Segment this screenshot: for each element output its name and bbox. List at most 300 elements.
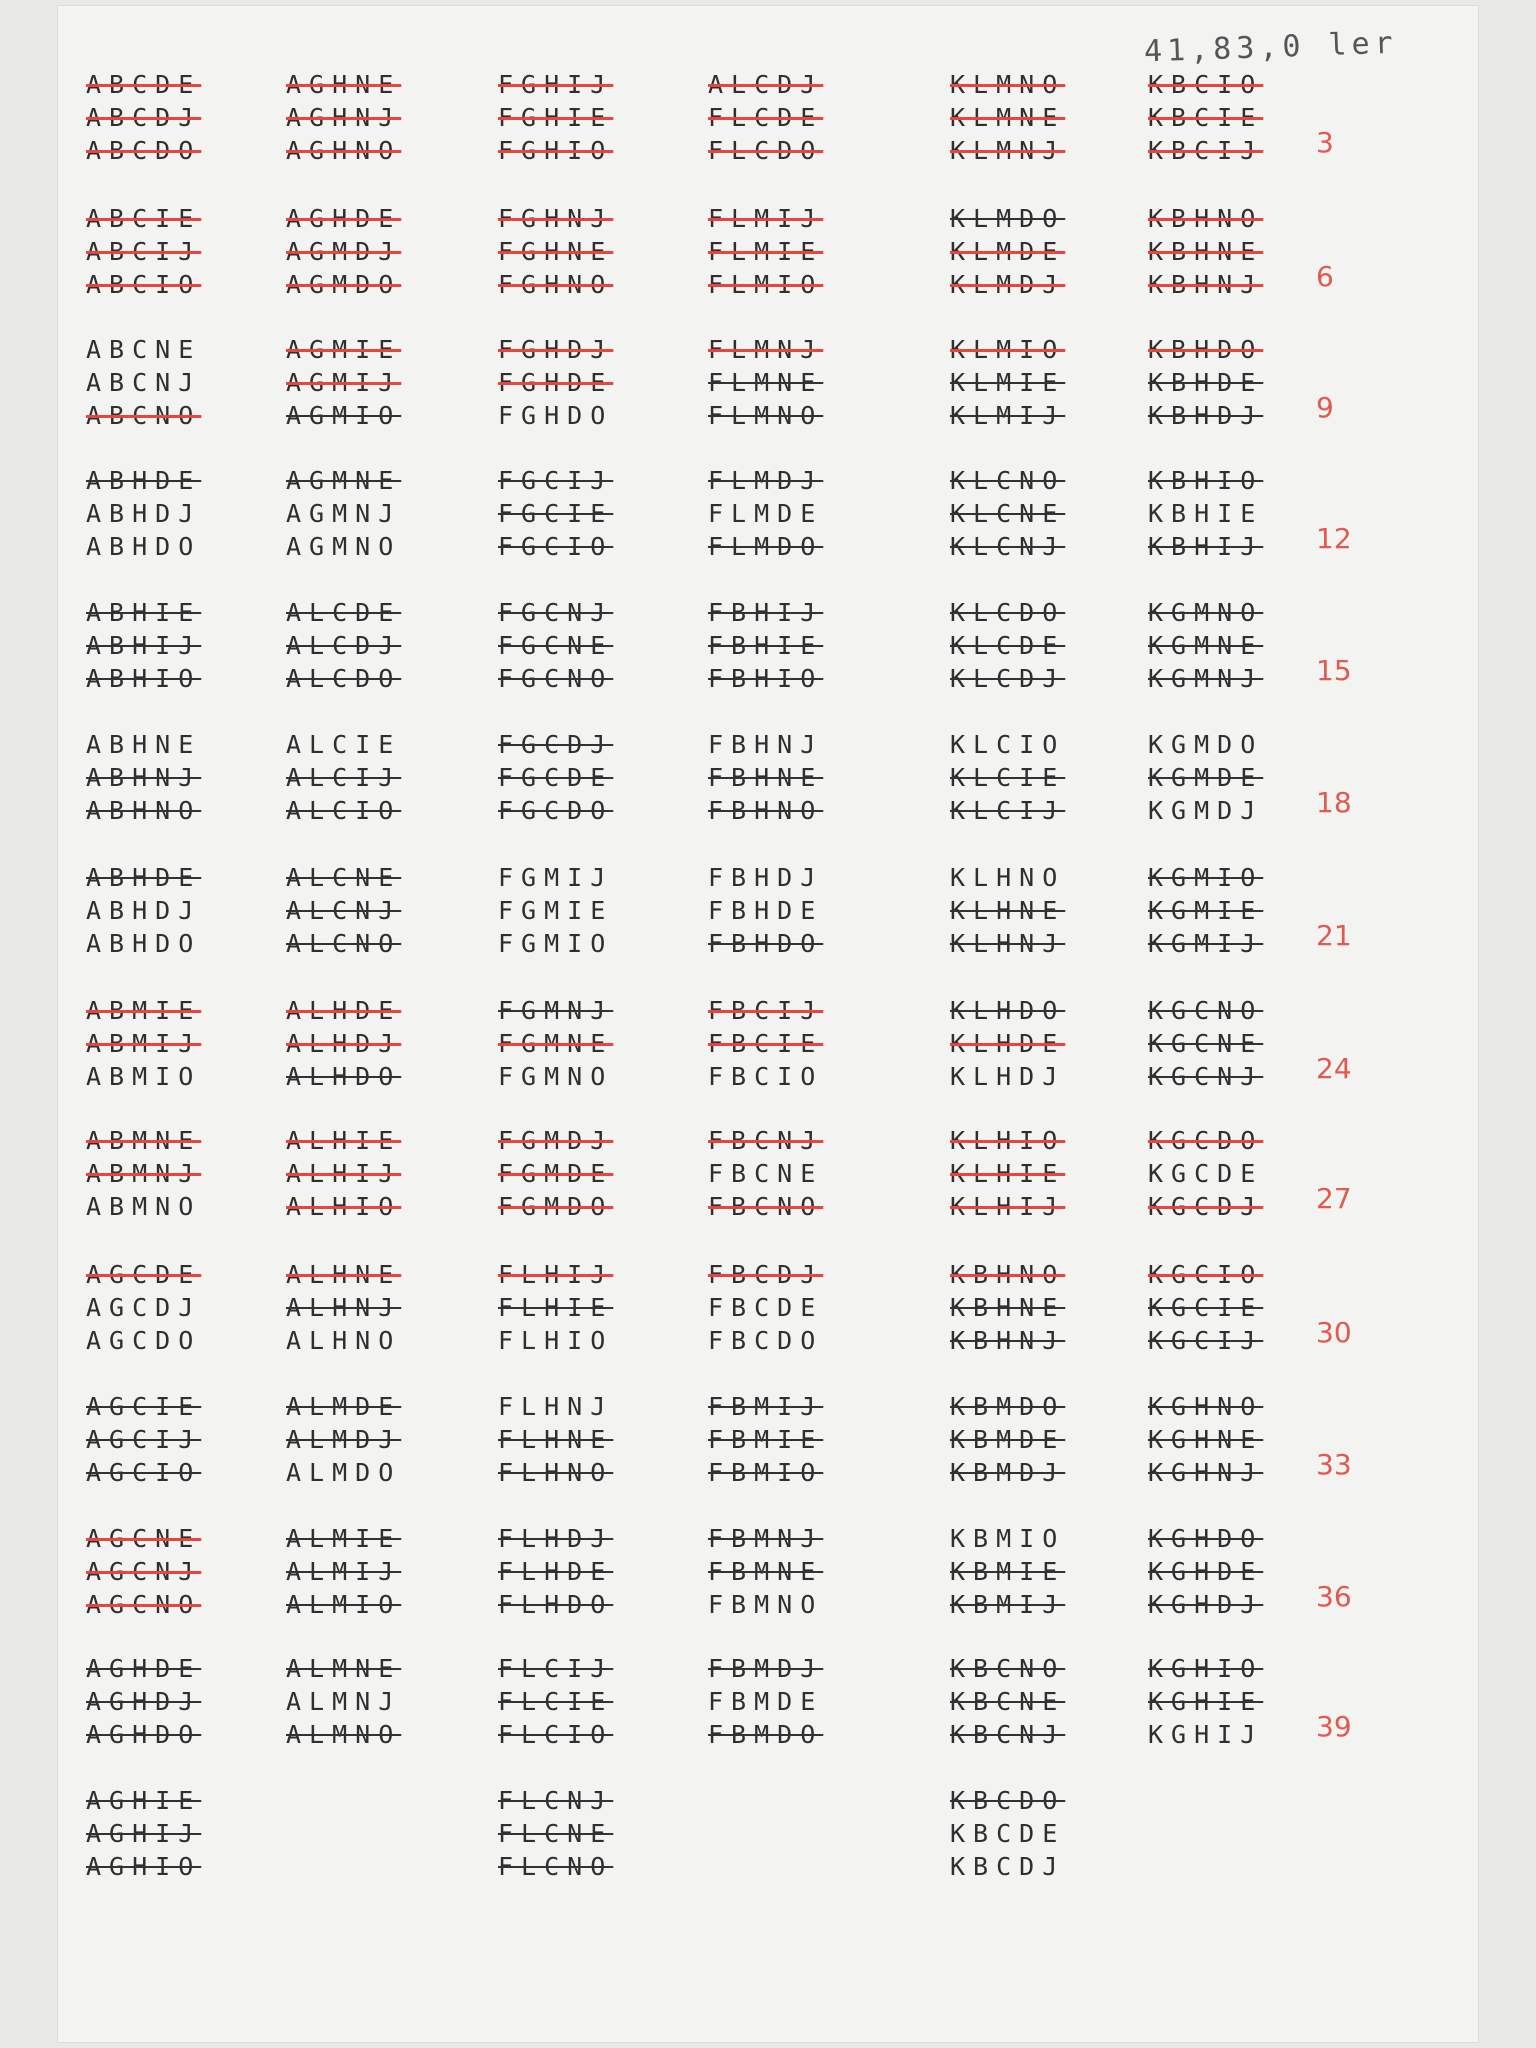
combination-code: FLMNO — [708, 401, 824, 430]
combination-code: FGCIJ — [498, 466, 614, 495]
combination-code: KLCIO — [950, 730, 1066, 759]
combination-code: FGCNO — [498, 664, 614, 693]
combination-code: AGMDJ — [286, 237, 402, 266]
combination-code: KGCDO — [1148, 1126, 1264, 1155]
combination-code: FBMIJ — [708, 1392, 824, 1421]
combination-code: KBMIE — [950, 1557, 1066, 1586]
group-count: 39 — [1316, 1710, 1352, 1743]
combination-code: KGMIJ — [1148, 929, 1264, 958]
combination-code: ALMIJ — [286, 1557, 402, 1586]
combination-code: AGHIE — [86, 1786, 202, 1815]
combination-code: FGMDO — [498, 1192, 614, 1221]
combination-code: ALCDJ — [708, 70, 824, 99]
combination-code: FLMDE — [708, 499, 824, 528]
combination-code: FGHIE — [498, 103, 614, 132]
combination-code: KLCDJ — [950, 664, 1066, 693]
combination-code: FGMIJ — [498, 863, 614, 892]
combination-code: ALHIO — [286, 1192, 402, 1221]
combination-code: FLHIE — [498, 1293, 614, 1322]
combination-row — [58, 1456, 1478, 1490]
combination-code: ALCDO — [286, 664, 402, 693]
combination-code: FBHDJ — [708, 863, 824, 892]
combination-code: FBMDJ — [708, 1654, 824, 1683]
combination-row — [58, 1060, 1478, 1094]
combination-code: ALMNE — [286, 1654, 402, 1683]
combination-code: ABHNO — [86, 796, 202, 825]
combination-code: KBMIO — [950, 1524, 1066, 1553]
combination-code: KLMIJ — [950, 401, 1066, 430]
combination-code: FGCIE — [498, 499, 614, 528]
combination-code: FBHIJ — [708, 598, 824, 627]
combination-row — [58, 366, 1478, 400]
combination-code: FGHIJ — [498, 70, 614, 99]
combination-code: KLMNO — [950, 70, 1066, 99]
combination-code: KBCNE — [950, 1687, 1066, 1716]
combination-code: KGCIJ — [1148, 1326, 1264, 1355]
combination-code: ALMNJ — [286, 1687, 402, 1716]
combination-code: FLMIJ — [708, 204, 824, 233]
combination-code: AGHNE — [286, 70, 402, 99]
group-count: 24 — [1316, 1052, 1352, 1085]
combination-code: KLCIE — [950, 763, 1066, 792]
combination-row — [58, 629, 1478, 663]
combination-code: FLMIO — [708, 270, 824, 299]
combination-code: FBMNE — [708, 1557, 824, 1586]
combination-row — [58, 1027, 1478, 1061]
combination-code: KLHIJ — [950, 1192, 1066, 1221]
combination-code: ALMIO — [286, 1590, 402, 1619]
combination-code: FLCIE — [498, 1687, 614, 1716]
combination-code: KLCIJ — [950, 796, 1066, 825]
combination-code: ABMNE — [86, 1126, 202, 1155]
combination-code: ABHNE — [86, 730, 202, 759]
combination-code: FBCDE — [708, 1293, 824, 1322]
combination-code: FGCDO — [498, 796, 614, 825]
combination-code: ABHDJ — [86, 499, 202, 528]
combination-code: KGCNO — [1148, 996, 1264, 1025]
combination-row — [58, 1324, 1478, 1358]
combination-code: KGHNJ — [1148, 1458, 1264, 1487]
combination-code: KBCDE — [950, 1819, 1066, 1848]
combination-code: KBCIJ — [1148, 136, 1264, 165]
combination-code: ABHNJ — [86, 763, 202, 792]
combination-row — [58, 761, 1478, 795]
combination-code: FGCDE — [498, 763, 614, 792]
combination-code: ABCDE — [86, 70, 202, 99]
combination-code: KGCDJ — [1148, 1192, 1264, 1221]
combination-code: KGCIE — [1148, 1293, 1264, 1322]
combination-code: FGHDE — [498, 368, 614, 397]
combination-code: AGCIO — [86, 1458, 202, 1487]
combination-code: AGCIJ — [86, 1425, 202, 1454]
combination-code: KBMIJ — [950, 1590, 1066, 1619]
combination-code: FBCDO — [708, 1326, 824, 1355]
combination-code: KBHDE — [1148, 368, 1264, 397]
combination-row — [58, 1124, 1478, 1158]
combination-code: ALCNO — [286, 929, 402, 958]
combination-code: ALHIJ — [286, 1159, 402, 1188]
combination-code: KBCDO — [950, 1786, 1066, 1815]
combination-code: ALMIE — [286, 1524, 402, 1553]
combination-code: AGMIE — [286, 335, 402, 364]
combination-code: FGHNO — [498, 270, 614, 299]
combination-code: KBCIE — [1148, 103, 1264, 132]
combination-code: FGCDJ — [498, 730, 614, 759]
combination-code: KGHDO — [1148, 1524, 1264, 1553]
combination-code: ALCIO — [286, 796, 402, 825]
combination-row — [58, 1390, 1478, 1424]
combination-code: ABHDO — [86, 532, 202, 561]
combination-code: FLCNE — [498, 1819, 614, 1848]
combination-code: ALCIJ — [286, 763, 402, 792]
combination-code: AGHDE — [86, 1654, 202, 1683]
group-count: 12 — [1316, 522, 1352, 555]
combination-code: FBCNJ — [708, 1126, 824, 1155]
combination-code: ALHIE — [286, 1126, 402, 1155]
combination-code: FGMNO — [498, 1062, 614, 1091]
combination-row — [58, 1817, 1478, 1851]
combination-code: FLCNJ — [498, 1786, 614, 1815]
combination-code: KGCNE — [1148, 1029, 1264, 1058]
combination-code: FBHNJ — [708, 730, 824, 759]
combination-code: FGHDJ — [498, 335, 614, 364]
combination-code: KGMIO — [1148, 863, 1264, 892]
combination-code: KLHDJ — [950, 1062, 1066, 1091]
combination-row — [58, 134, 1478, 168]
combination-code: AGHDJ — [86, 1687, 202, 1716]
combination-code: FBMIO — [708, 1458, 824, 1487]
combination-code: KBCNJ — [950, 1720, 1066, 1749]
combination-code: KGMNO — [1148, 598, 1264, 627]
group-count: 15 — [1316, 654, 1352, 687]
combination-code: KGHNO — [1148, 1392, 1264, 1421]
combination-code: ALCDE — [286, 598, 402, 627]
combination-code: KBCDJ — [950, 1852, 1066, 1881]
combination-code: KLHIO — [950, 1126, 1066, 1155]
combination-code: AGHIJ — [86, 1819, 202, 1848]
combination-row — [58, 1784, 1478, 1818]
combination-row — [58, 1555, 1478, 1589]
combination-code: FBMNO — [708, 1590, 824, 1619]
combination-code: KLCDE — [950, 631, 1066, 660]
combination-row — [58, 1718, 1478, 1752]
combination-code: AGCDO — [86, 1326, 202, 1355]
combination-code: FBMIE — [708, 1425, 824, 1454]
combination-code: FLHDJ — [498, 1524, 614, 1553]
combination-row — [58, 530, 1478, 564]
combination-code: KBHIJ — [1148, 532, 1264, 561]
combination-row — [58, 861, 1478, 895]
combination-code: KGHIO — [1148, 1654, 1264, 1683]
combination-code: AGHNO — [286, 136, 402, 165]
combination-code: FLMDJ — [708, 466, 824, 495]
combination-code: FGMNE — [498, 1029, 614, 1058]
combination-code: ABHDE — [86, 863, 202, 892]
combination-row — [58, 1522, 1478, 1556]
combination-code: FLCIO — [498, 1720, 614, 1749]
combination-code: KBHNJ — [950, 1326, 1066, 1355]
combination-code: KBCIO — [1148, 70, 1264, 99]
combination-code: KBHNE — [950, 1293, 1066, 1322]
combination-row — [58, 662, 1478, 696]
combination-code: FBHDE — [708, 896, 824, 925]
combination-code: ALHDJ — [286, 1029, 402, 1058]
combination-code: ABCDO — [86, 136, 202, 165]
combination-code: AGMIO — [286, 401, 402, 430]
group-count: 3 — [1316, 126, 1334, 159]
combination-row — [58, 333, 1478, 367]
combination-code: KLHNO — [950, 863, 1066, 892]
combination-code: FBCIO — [708, 1062, 824, 1091]
combination-code: KLMNE — [950, 103, 1066, 132]
combination-code: ALHNJ — [286, 1293, 402, 1322]
combination-code: FBCDJ — [708, 1260, 824, 1289]
combination-code: ABHDO — [86, 929, 202, 958]
combination-code: KLMDO — [950, 204, 1066, 233]
combination-code: ALHNO — [286, 1326, 402, 1355]
combination-code: KLMNJ — [950, 136, 1066, 165]
combination-code: FGHDO — [498, 401, 614, 430]
combination-row — [58, 101, 1478, 135]
combination-code: FLHIJ — [498, 1260, 614, 1289]
combination-code: ABCIE — [86, 204, 202, 233]
combination-code: FBHNO — [708, 796, 824, 825]
combination-row — [58, 894, 1478, 928]
combination-code: KBHNO — [950, 1260, 1066, 1289]
combination-row — [58, 1850, 1478, 1884]
combination-code: KGHDJ — [1148, 1590, 1264, 1619]
group-count: 6 — [1316, 260, 1334, 293]
combination-code: FLHDO — [498, 1590, 614, 1619]
combination-code: KBMDO — [950, 1392, 1066, 1421]
combination-code: FGHNJ — [498, 204, 614, 233]
group-count: 36 — [1316, 1580, 1352, 1613]
combination-code: ALCNE — [286, 863, 402, 892]
combination-code: AGCNE — [86, 1524, 202, 1553]
combination-code: KGHDE — [1148, 1557, 1264, 1586]
combination-code: KGMIE — [1148, 896, 1264, 925]
combination-code: FLHNE — [498, 1425, 614, 1454]
combination-code: KLCNJ — [950, 532, 1066, 561]
combination-code: FGMIO — [498, 929, 614, 958]
combination-code: AGCNJ — [86, 1557, 202, 1586]
combination-row — [58, 268, 1478, 302]
combination-code: ABHDJ — [86, 896, 202, 925]
combination-code: FGCNE — [498, 631, 614, 660]
combination-code: FLHNJ — [498, 1392, 614, 1421]
combination-code: KGMDE — [1148, 763, 1264, 792]
combination-code: AGMNJ — [286, 499, 402, 528]
group-count: 33 — [1316, 1448, 1352, 1481]
combination-code: ABCNO — [86, 401, 202, 430]
combination-code: FLCDE — [708, 103, 824, 132]
combination-code: KGHNE — [1148, 1425, 1264, 1454]
combination-row — [58, 1652, 1478, 1686]
combination-code: FLHNO — [498, 1458, 614, 1487]
combination-code: FGMNJ — [498, 996, 614, 1025]
group-count: 30 — [1316, 1316, 1352, 1349]
scanned-page — [58, 6, 1478, 2042]
combination-code: AGCIE — [86, 1392, 202, 1421]
combination-code: KBHDO — [1148, 335, 1264, 364]
combination-code: FBMNJ — [708, 1524, 824, 1553]
combination-code: KBHIE — [1148, 499, 1264, 528]
combination-code: KBCNO — [950, 1654, 1066, 1683]
combination-row — [58, 235, 1478, 269]
combination-code: KLHDO — [950, 996, 1066, 1025]
combination-code: AGMDO — [286, 270, 402, 299]
combination-row — [58, 1291, 1478, 1325]
combination-code: ABCNJ — [86, 368, 202, 397]
combination-code: ALCNJ — [286, 896, 402, 925]
combination-code: KBHNJ — [1148, 270, 1264, 299]
combination-row — [58, 68, 1478, 102]
combination-code: FBCNE — [708, 1159, 824, 1188]
combination-code: FBMDE — [708, 1687, 824, 1716]
combination-row — [58, 399, 1478, 433]
combination-code: FLHIO — [498, 1326, 614, 1355]
combination-code: KGMDO — [1148, 730, 1264, 759]
combination-row — [58, 1258, 1478, 1292]
combination-code: ABMIJ — [86, 1029, 202, 1058]
combination-code: KLMDJ — [950, 270, 1066, 299]
combination-code: KGCIO — [1148, 1260, 1264, 1289]
combination-code: FGMIE — [498, 896, 614, 925]
combination-code: FGCNJ — [498, 598, 614, 627]
combination-code: FGCIO — [498, 532, 614, 561]
combination-code: FLMDO — [708, 532, 824, 561]
group-count: 21 — [1316, 919, 1352, 952]
combination-code: ALHNE — [286, 1260, 402, 1289]
combination-code: ABHIE — [86, 598, 202, 627]
combination-code: KLHIE — [950, 1159, 1066, 1188]
combination-code: ABCIO — [86, 270, 202, 299]
combination-code: ABHDE — [86, 466, 202, 495]
combination-code: FLHDE — [498, 1557, 614, 1586]
combination-code: ABMIE — [86, 996, 202, 1025]
combination-code: ALMDO — [286, 1458, 402, 1487]
combination-row — [58, 994, 1478, 1028]
combination-code: AGHDE — [286, 204, 402, 233]
combination-row — [58, 794, 1478, 828]
combination-code: FLMIE — [708, 237, 824, 266]
group-count: 18 — [1316, 786, 1352, 819]
combination-row — [58, 596, 1478, 630]
combination-code: AGMNO — [286, 532, 402, 561]
combination-code: AGCNO — [86, 1590, 202, 1619]
combination-row — [58, 1157, 1478, 1191]
combination-code: ALMNO — [286, 1720, 402, 1749]
combination-code: KBHNE — [1148, 237, 1264, 266]
combination-code: ABCIJ — [86, 237, 202, 266]
combination-code: ALMDE — [286, 1392, 402, 1421]
combination-code: ALMDJ — [286, 1425, 402, 1454]
combination-code: FLMNE — [708, 368, 824, 397]
group-count: 9 — [1316, 391, 1334, 424]
combination-code: AGCDE — [86, 1260, 202, 1289]
combination-code: KGCNJ — [1148, 1062, 1264, 1091]
combination-code: FLCDO — [708, 136, 824, 165]
combination-code: ABMNJ — [86, 1159, 202, 1188]
combination-code: KBHNO — [1148, 204, 1264, 233]
combination-code: ABMIO — [86, 1062, 202, 1091]
combination-code: FGMDJ — [498, 1126, 614, 1155]
combination-row — [58, 464, 1478, 498]
combination-code: KGHIJ — [1148, 1720, 1264, 1749]
combination-code: AGHIO — [86, 1852, 202, 1881]
combination-code: AGMNE — [286, 466, 402, 495]
combination-code: FGHNE — [498, 237, 614, 266]
combination-code: FBHDO — [708, 929, 824, 958]
combination-code: KLCDO — [950, 598, 1066, 627]
combination-code: FBHNE — [708, 763, 824, 792]
combination-code: ALHDE — [286, 996, 402, 1025]
combination-code: FGMDE — [498, 1159, 614, 1188]
combination-row — [58, 1190, 1478, 1224]
combination-code: KGCDE — [1148, 1159, 1264, 1188]
combination-row — [58, 728, 1478, 762]
combination-row — [58, 927, 1478, 961]
combination-code: ALHDO — [286, 1062, 402, 1091]
combination-code: KLHNE — [950, 896, 1066, 925]
combination-code: KGHIE — [1148, 1687, 1264, 1716]
combination-code: FLMNJ — [708, 335, 824, 364]
combination-code: FBCIE — [708, 1029, 824, 1058]
combination-code: FBCNO — [708, 1192, 824, 1221]
combination-code: AGHNJ — [286, 103, 402, 132]
combination-code: FBCIJ — [708, 996, 824, 1025]
combination-code: ABMNO — [86, 1192, 202, 1221]
combination-code: KLHNJ — [950, 929, 1066, 958]
combination-code: KBMDE — [950, 1425, 1066, 1454]
combination-code: ALCIE — [286, 730, 402, 759]
combination-code: AGMIJ — [286, 368, 402, 397]
combination-code: KGMNE — [1148, 631, 1264, 660]
combination-code: KBMDJ — [950, 1458, 1066, 1487]
combination-code: FBMDO — [708, 1720, 824, 1749]
combination-row — [58, 202, 1478, 236]
combination-code: AGHDO — [86, 1720, 202, 1749]
combination-code: ALCDJ — [286, 631, 402, 660]
combination-code: FBHIE — [708, 631, 824, 660]
combination-code: KLMIE — [950, 368, 1066, 397]
combination-code: KLHDE — [950, 1029, 1066, 1058]
combination-code: KGMDJ — [1148, 796, 1264, 825]
combination-code: KBHDJ — [1148, 401, 1264, 430]
combination-code: KGMNJ — [1148, 664, 1264, 693]
combination-code: ABHIJ — [86, 631, 202, 660]
group-count: 27 — [1316, 1182, 1352, 1215]
combination-code: ABCDJ — [86, 103, 202, 132]
page-header-note: 41,83,0 ler — [1143, 25, 1399, 70]
combination-code: KLMDE — [950, 237, 1066, 266]
combination-code: KLCNE — [950, 499, 1066, 528]
combination-row — [58, 497, 1478, 531]
combination-code: KBHIO — [1148, 466, 1264, 495]
combination-row — [58, 1685, 1478, 1719]
combination-code: FLCNO — [498, 1852, 614, 1881]
combination-code: FLCIJ — [498, 1654, 614, 1683]
combination-code: FBHIO — [708, 664, 824, 693]
combination-code: AGCDJ — [86, 1293, 202, 1322]
combination-row — [58, 1588, 1478, 1622]
combination-code: FGHIO — [498, 136, 614, 165]
combination-code: KLCNO — [950, 466, 1066, 495]
combination-code: ABHIO — [86, 664, 202, 693]
combination-code: ABCNE — [86, 335, 202, 364]
combination-row — [58, 1423, 1478, 1457]
combination-code: KLMIO — [950, 335, 1066, 364]
